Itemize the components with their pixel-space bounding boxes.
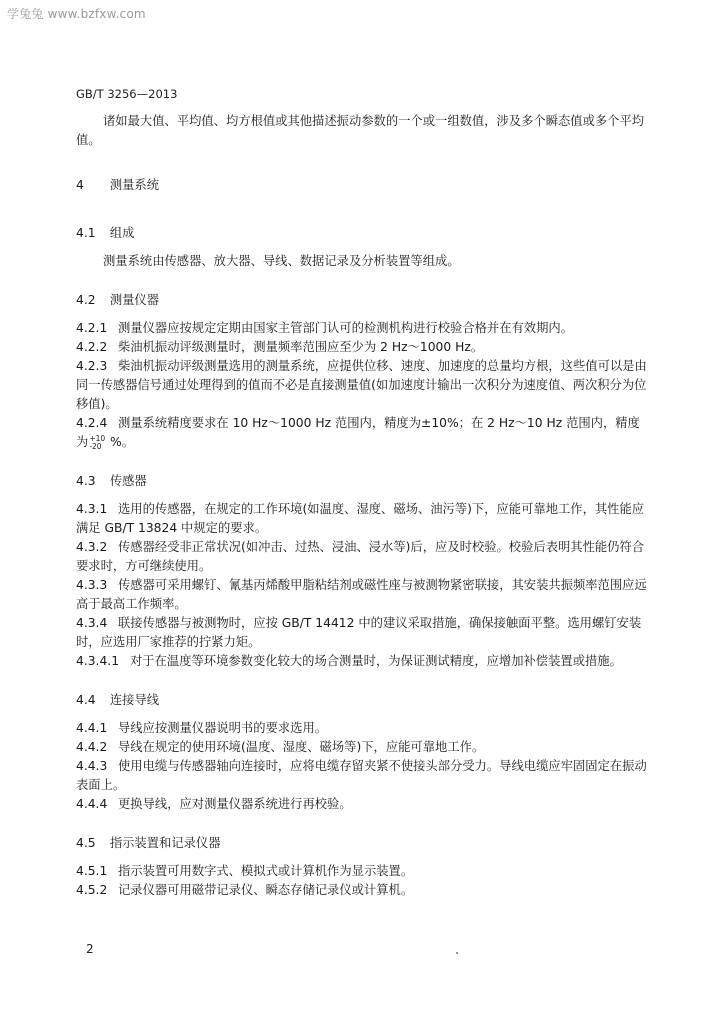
section-title: 指示装置和记录仪器 <box>109 836 221 850</box>
watermark: 学兔兔 www.bzfxw.com <box>7 7 146 21</box>
section-heading-4-4 <box>76 691 652 710</box>
section-number: 4.3 <box>76 474 96 488</box>
clause-text: 导线在规定的使用环境(温度、湿度、磁场等)下，应能可靠地工作。 <box>118 740 485 754</box>
clause-text: 记录仪器可用磁带记录仪、瞬态存储记录仪或计算机。 <box>118 883 414 897</box>
clause-number: 4.3.2 <box>76 540 108 554</box>
clause-4-4-1 <box>76 719 652 738</box>
section-number: 4.4 <box>76 693 96 707</box>
section-title: 连接导线 <box>109 693 160 707</box>
intro-paragraph: 诸如最大值、平均值、均方根值或其他描述振动参数的一个或一组数值，涉及多个瞬态值或多个平均值。 <box>76 114 645 147</box>
clause-4-3-4-1 <box>76 652 652 671</box>
clause-text: 柴油机振动评级测量时，测量频率范围应至少为 2 Hz～1000 Hz。 <box>118 340 484 354</box>
clause-4-2-1 <box>76 319 652 338</box>
clause-4-3-1 <box>76 500 652 538</box>
clause-4-3-3 <box>76 576 652 614</box>
clause-4-2-3 <box>76 357 652 414</box>
clause-text: 选用的传感器，在规定的工作环境(如温度、湿度、磁场、油污等)下，应能可靠地工作，其性能应满足 GB/T 13824 中规定的要求。 <box>76 502 645 535</box>
clause-text: 测量仪器应按规定定期由国家主管部门认可的检测机构进行校验合格并在有效期内。 <box>118 321 573 335</box>
section-number: 4.2 <box>76 293 96 307</box>
section-heading-4-2 <box>76 291 652 310</box>
clause-text: 柴油机振动评级测量选用的测量系统，应提供位移、速度、加速度的总量均方根，这些值可以是由同一传感器信号通过处理得到的值而不必是直接测量值(如加速度计输出一次积分为速度值、两次积分为位移值)。 <box>76 359 647 411</box>
clause-text: 对于在温度等环境参数变化较大的场合测量时，为保证测试精度，应增加补偿装置或措施。 <box>130 654 622 668</box>
clause-4-2-2 <box>76 338 652 357</box>
tolerance-stack <box>89 435 105 451</box>
scan-artifact <box>456 952 458 954</box>
clause-4-4-3 <box>76 757 652 795</box>
clause-number: 4.3.4 <box>76 616 108 630</box>
sections <box>76 176 652 906</box>
clause-number: 4.3.4.1 <box>76 654 120 668</box>
section-heading-4-1 <box>76 224 652 243</box>
section-title: 测量仪器 <box>109 293 160 307</box>
document-body <box>76 112 652 906</box>
clause-number: 4.5.1 <box>76 864 108 878</box>
clause-text: 传感器经受非正常状况(如冲击、过热、浸油、浸水等)后，应及时校验。校验后表明其性能仍符合要求时，方可继续使用。 <box>76 540 645 573</box>
clause-number: 4.5.2 <box>76 883 108 897</box>
section-heading-4-5 <box>76 834 652 853</box>
clause-number: 4.2.4 <box>76 416 108 430</box>
clause-number: 4.4.1 <box>76 721 108 735</box>
clause-number: 4.4.3 <box>76 759 108 773</box>
clause-4-4-4 <box>76 795 652 814</box>
clause-text: 指示装置可用数字式、模拟式或计算机作为显示装置。 <box>118 864 414 878</box>
page-number: 2 <box>86 942 94 956</box>
clause-4-3-4 <box>76 614 652 652</box>
clause-number: 4.2.1 <box>76 321 108 335</box>
clause-4-5-1 <box>76 862 652 881</box>
clause-number: 4.3.3 <box>76 578 108 592</box>
tolerance-lower: -20 <box>89 441 102 451</box>
section-title: 传感器 <box>109 474 147 488</box>
section-title: 测量系统 <box>109 178 160 192</box>
clause-tail: %。 <box>106 435 135 449</box>
section-number: 4.5 <box>76 836 96 850</box>
clause-number: 4.4.4 <box>76 797 108 811</box>
clause-4-4-2 <box>76 738 652 757</box>
section-heading-4 <box>76 176 652 195</box>
clause-number: 4.2.3 <box>76 359 108 373</box>
document-number: GB/T 3256—2013 <box>76 87 178 101</box>
section-heading-4-3 <box>76 472 652 491</box>
clause-text: 联接传感器与被测物时，应按 GB/T 14412 中的建议采取措施，确保接触面平整。选用螺钉安装时，应选用厂家推荐的拧紧力矩。 <box>76 616 642 649</box>
section-title: 组成 <box>109 226 135 240</box>
clause-text: 使用电缆与传感器轴向连接时，应将电缆存留夹紧不使接头部分受力。导线电缆应牢固固定在振动表面上。 <box>76 759 647 792</box>
clause-4-2-4 <box>76 414 652 452</box>
clause-4-3-2 <box>76 538 652 576</box>
clause-text: 传感器可采用螺钉、氰基丙烯酸甲脂粘结剂或磁性座与被测物紧密联接，其安装共振频率范围应远高于最高工作频率。 <box>76 578 647 611</box>
clause-4-5-2 <box>76 881 652 900</box>
clause-number: 4.3.1 <box>76 502 108 516</box>
clause-number: 4.4.2 <box>76 740 108 754</box>
section-number: 4 <box>76 178 84 192</box>
clause-text: 更换导线，应对测量仪器系统进行再校验。 <box>118 797 352 811</box>
section-paragraph: 测量系统由传感器、放大器、导线、数据记录及分析装置等组成。 <box>103 254 460 268</box>
section-number: 4.1 <box>76 226 96 240</box>
tolerance-upper: +10 <box>89 433 106 443</box>
clause-text: 导线应按测量仪器说明书的要求选用。 <box>118 721 328 735</box>
clause-number: 4.2.2 <box>76 340 108 354</box>
clause-text: 测量系统精度要求在 10 Hz～1000 Hz 范围内，精度为±10%；在 2 Hz～10 Hz 范围内，精度为 <box>76 416 640 449</box>
